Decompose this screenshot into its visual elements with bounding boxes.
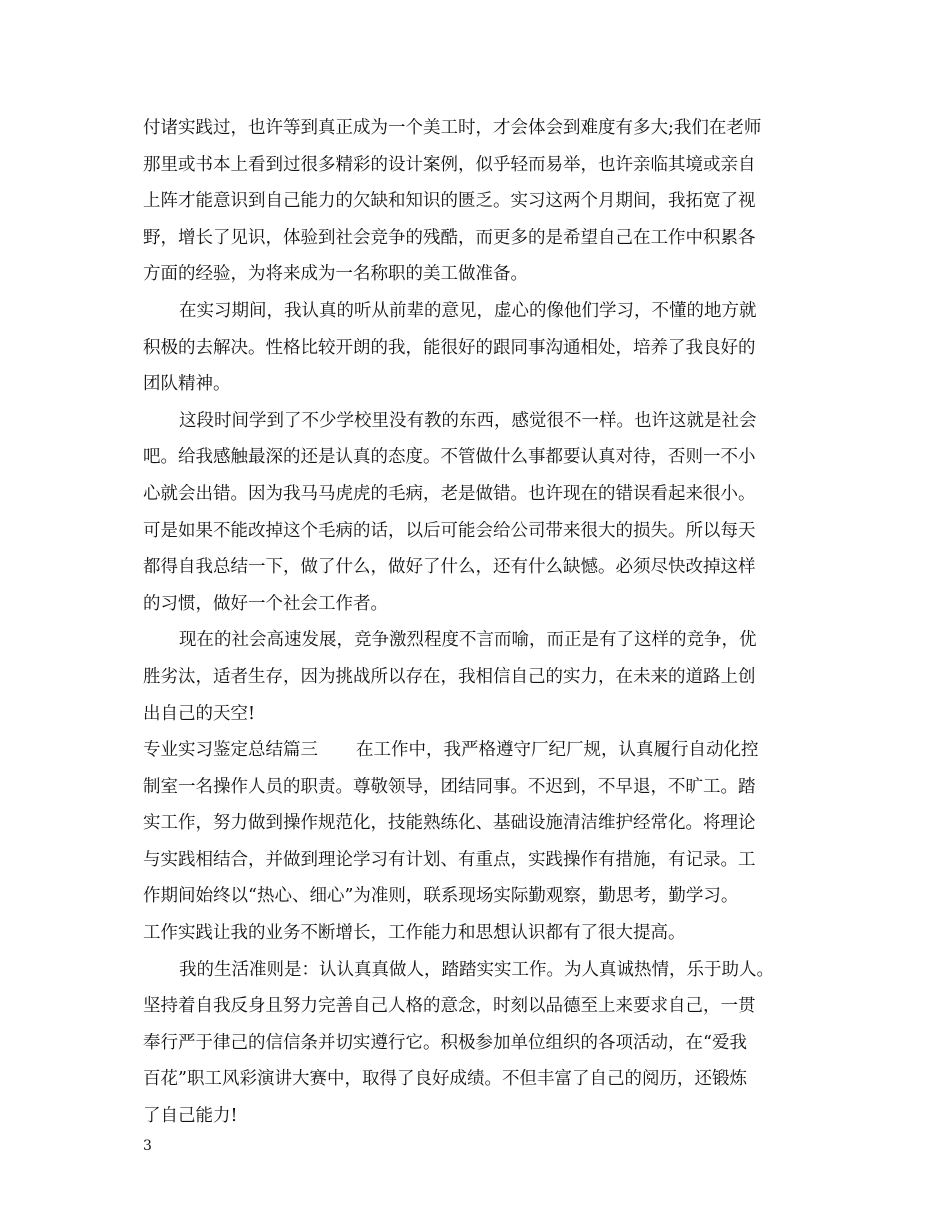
text-line: 在实习期间，我认真的听从前辈的意见，虚心的像他们学习，不懂的地方就 bbox=[179, 300, 757, 321]
text-line: 出自己的天空! bbox=[143, 703, 256, 724]
text-line: 奉行严于律己的信信条并切实遵行它。积极参加单位组织的各项活动，在“爱我 bbox=[143, 1032, 747, 1053]
text-line: 百花”职工风彩演讲大赛中，取得了良好成绩。不但丰富了自己的阅历，还锻炼 bbox=[143, 1069, 747, 1090]
text-line: 付诸实践过，也许等到真正成为一个美工时，才会体会到难度有多大;我们在老师 bbox=[143, 118, 762, 138]
text-line: 团队精神。 bbox=[143, 374, 231, 395]
section-first-line: 在工作中，我严格遵守厂纪厂规，认真履行自动化控 bbox=[356, 740, 759, 761]
text-line: 方面的经验，为将来成为一名称职的美工做准备。 bbox=[143, 264, 528, 285]
text-line: 工作实践让我的业务不断增长，工作能力和思想认识都有了很大提高。 bbox=[143, 923, 686, 944]
lines-after-heading bbox=[143, 769, 833, 1135]
text-line: 作期间始终以“热心、细心”为准则，联系现场实际勤观察，勤思考，勤学习。 bbox=[143, 886, 739, 907]
text-line: 制室一名操作人员的职责。尊敬领导，团结同事。不迟到，不早退，不旷工。踏 bbox=[143, 776, 756, 797]
text-line: 吧。给我感触最深的还是认真的态度。不管做什么事都要认真对待，否则一不小 bbox=[143, 447, 756, 468]
text-line: 的习惯，做好一个社会工作者。 bbox=[143, 593, 388, 614]
text-line: 了自己能力! bbox=[143, 1106, 238, 1127]
text-line: 心就会出错。因为我马马虎虎的毛病，老是做错。也许现在的错误看起来很小。 bbox=[143, 483, 756, 504]
section-title: 专业实习鉴定总结篇三 bbox=[143, 740, 318, 761]
text-line: 那里或书本上看到过很多精彩的设计案例，似乎轻而易举，也许亲临其境或亲自 bbox=[143, 154, 756, 175]
text-line: 积极的去解决。性格比较开朗的我，能很好的跟同事沟通相处，培养了我良好的 bbox=[143, 337, 756, 358]
text-line: 上阵才能意识到自己能力的欠缺和知识的匮乏。实习这两个月期间，我拓宽了视 bbox=[143, 191, 756, 212]
lines-before-heading bbox=[143, 110, 833, 732]
body-text bbox=[143, 110, 833, 1135]
text-line: 与实践相结合，并做到理论学习有计划、有重点，实践操作有措施，有记录。工 bbox=[143, 849, 756, 870]
text-line: 现在的社会高速发展，竞争激烈程度不言而喻，而正是有了这样的竞争，优 bbox=[179, 630, 757, 651]
text-line: 实工作，努力做到操作规范化，技能熟练化、基础设施清洁维护经常化。将理论 bbox=[143, 813, 756, 834]
text-line: 这段时间学到了不少学校里没有教的东西，感觉很不一样。也许这就是社会 bbox=[179, 410, 757, 431]
text-line: 我的生活准则是：认认真真做人，踏踏实实工作。为人真诚热情，乐于助人。 bbox=[179, 959, 774, 980]
text-line: 可是如果不能改掉这个毛病的话，以后可能会给公司带来很大的损失。所以每天 bbox=[143, 520, 756, 541]
section-heading-line bbox=[143, 732, 833, 769]
text-line: 胜劣汰，适者生存，因为挑战所以存在，我相信自己的实力，在未来的道路上创 bbox=[143, 666, 756, 687]
text-line: 坚持着自我反身且努力完善自己人格的意念，时刻以品德至上来要求自己，一贯 bbox=[143, 996, 756, 1017]
page-number: 3 bbox=[143, 1138, 152, 1154]
text-line: 都得自我总结一下，做了什么，做好了什么，还有什么缺憾。必须尽快改掉这样 bbox=[143, 557, 756, 578]
text-line: 野，增长了见识，体验到社会竞争的残酷，而更多的是希望自己在工作中积累各 bbox=[143, 227, 756, 248]
